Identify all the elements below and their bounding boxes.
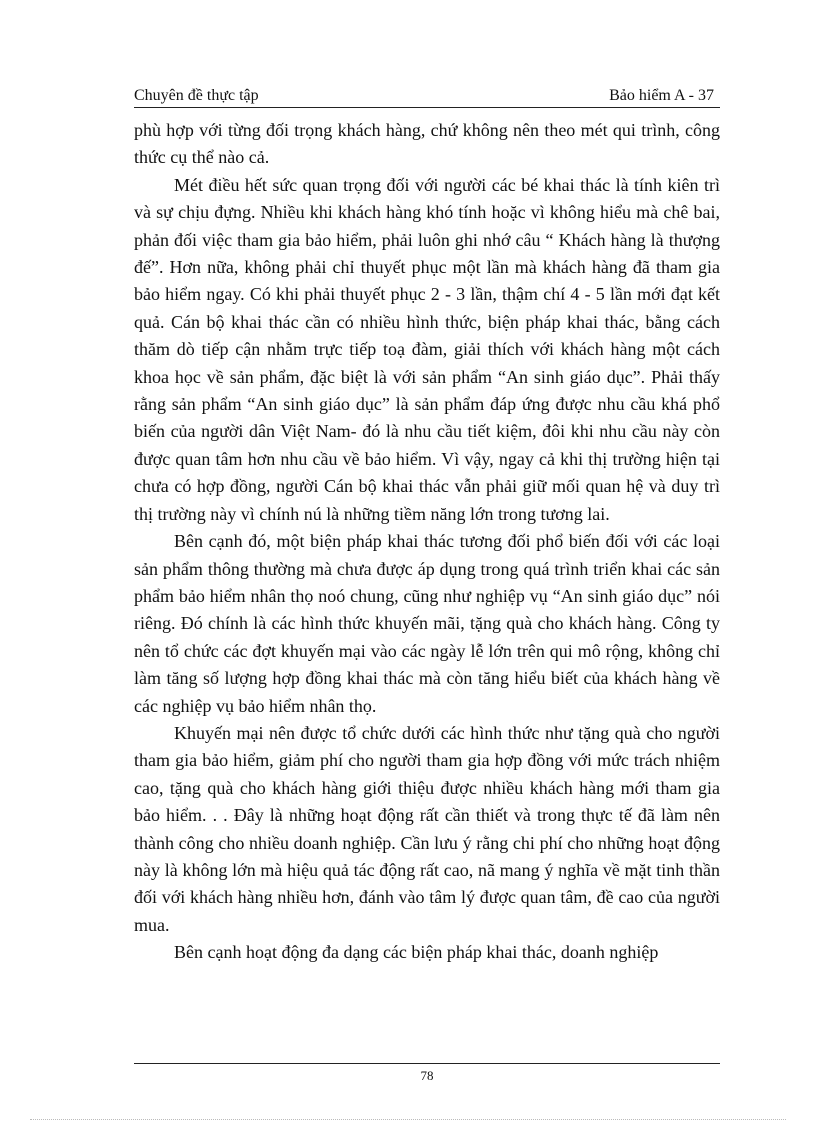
paragraph: Bên cạnh hoạt động đa dạng các biện pháp khai thác, doanh nghiệp xyxy=(174,942,659,963)
paragraph-continuation: phù hợp với từng đối trọng khách hàng, chứ không nên theo mét qui trình, công thức cụ thể nào cả. xyxy=(134,120,720,168)
body-text xyxy=(134,117,720,967)
header-right-title: Bảo hiểm A - 37 xyxy=(609,87,714,104)
paragraph: Khuyến mại nên được tổ chức dưới các hình thức như tặng quà cho người tham gia bảo hiểm, giảm phí cho người tham gia hợp đồng với mức trách nhiệm cao, tặng quà cho khách hàng giới thiệu được nhiều khách hàng mới tham gia bảo hiểm. . . Đây là những hoạt động rất cần thiết và trong thực tế đã làm nên thành công cho nhiều doanh nghiệp. Cần lưu ý rằng chi phí cho những hoạt động này là không lớn mà hiệu quả tác động rất cao, nã mang ý nghĩa về mặt tinh thần đối với khách hàng nhiều hơn, đánh vào tâm lý được quan tâm, đề cao của người mua. xyxy=(134,722,720,935)
header-left-title: Chuyên đề thực tập xyxy=(134,87,259,104)
footer-divider xyxy=(134,1063,720,1064)
paragraph: Mét điều hết sức quan trọng đối với người các bé khai thác là tính kiên trì và sự chịu đựng. Nhiều khi khách hàng khó tính hoặc vì không hiểu mà chê bai, phản đối việc tham gia bảo hiểm, phải luôn ghi nhớ câu “ Khách hàng là thượng đế”. Hơn nữa, không phải chỉ thuyết phục một lần mà khách hàng đã tham gia bảo hiểm ngay. Có khi phải thuyết phục 2 - 3 lần, thậm chí 4 - 5 lần mới đạt kết quả. Cán bộ khai thác cần có nhiều hình thức, biện pháp khai thác, bằng cách thăm dò tiếp cận nhằm trực tiếp toạ đàm, giải thích với khách hàng một cách khoa học về sản phẩm, đặc biệt là với sản phẩm “An sinh giáo dục”. Phải thấy rằng sản phẩm “An sinh giáo dục” là sản phẩm đáp ứng được nhu cầu khá phổ biến của người dân Việt Nam- đó là nhu cầu tiết kiệm, đôi khi nhu cầu này còn được quan tâm hơn nhu cầu về bảo hiểm. Vì vậy, ngay cả khi thị trường hiện tại chưa có hợp đồng, người Cán bộ khai thác vẫn phải giữ mối quan hệ và duy trì thị trường này vì chính nú là những tiềm năng lớn trong tương lai. xyxy=(134,174,720,524)
page-number: 78 xyxy=(420,1068,434,1083)
page-header xyxy=(134,85,720,108)
paragraph: Bên cạnh đó, một biện pháp khai thác tương đối phổ biến đối với các loại sản phẩm thông thường mà chưa được áp dụng trong quá trình triển khai các sản phẩm bảo hiểm nhân thọ noó chung, cũng như nghiệp vụ “An sinh giáo dục” nói riêng. Đó chính là các hình thức khuyến mãi, tặng quà cho khách hàng. Công ty nên tổ chức các đợt khuyến mại vào các ngày lễ lớn trên qui mô rộng, không chỉ làm tăng số lượng hợp đồng khai thác mà còn tăng hiểu biết của khách hàng về các nghiệp vụ bảo hiểm nhân thọ. xyxy=(134,531,720,716)
page-bottom-edge xyxy=(30,1119,786,1120)
